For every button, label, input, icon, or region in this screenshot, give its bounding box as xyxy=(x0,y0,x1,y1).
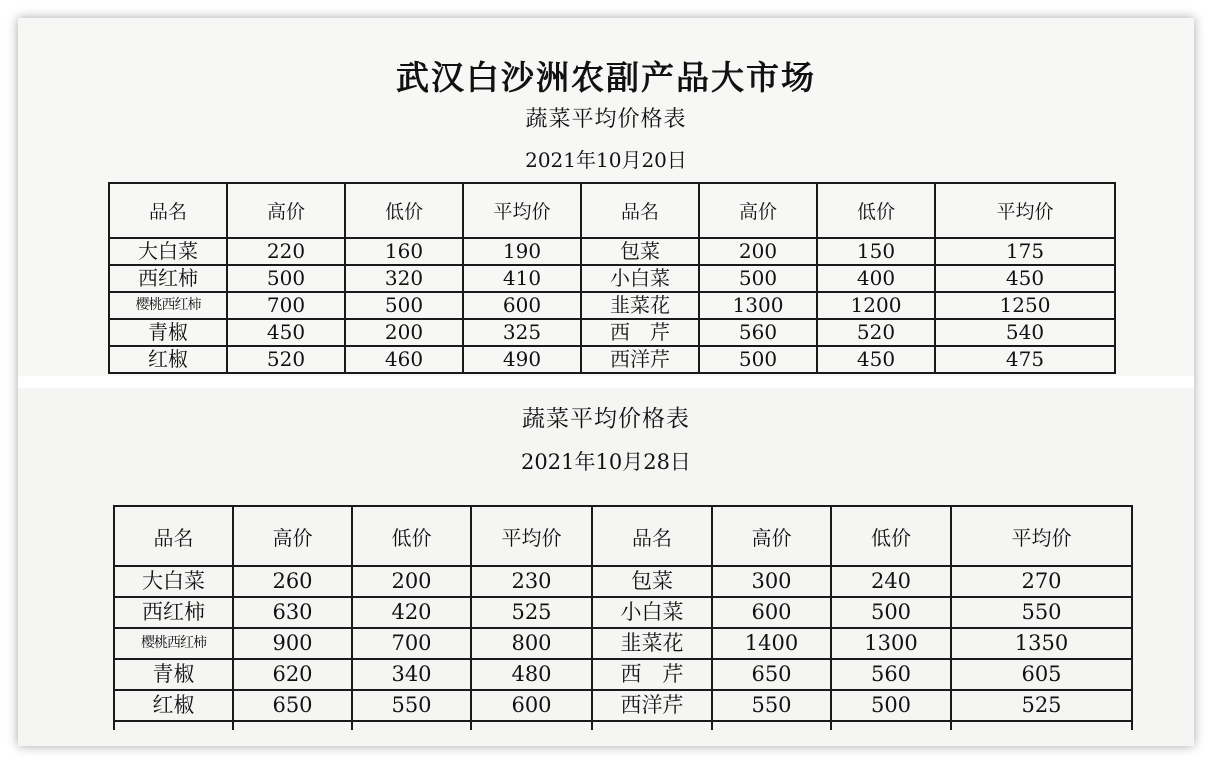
item-name-cell: 青椒 xyxy=(109,319,227,346)
price-cell: 450 xyxy=(817,346,935,373)
table-date: 2021年10月20日 xyxy=(525,148,687,172)
table-row xyxy=(109,238,1115,265)
item-name-cell: 樱桃西红柿 xyxy=(109,292,227,319)
price-cell: 200 xyxy=(699,238,817,265)
price-cell: 700 xyxy=(227,292,345,319)
price-cell: 630 xyxy=(233,597,352,628)
column-header: 高价 xyxy=(227,183,345,238)
price-cell: 320 xyxy=(345,265,463,292)
item-name-cell: 韭菜花 xyxy=(581,292,699,319)
cropped-cell xyxy=(831,721,951,730)
table-row xyxy=(114,566,1132,597)
price-cell: 650 xyxy=(233,690,352,721)
price-table xyxy=(108,182,1116,374)
price-cell: 800 xyxy=(471,628,592,659)
table-header-row xyxy=(114,506,1132,566)
price-cell: 200 xyxy=(352,566,471,597)
price-cell: 230 xyxy=(471,566,592,597)
price-cell: 500 xyxy=(699,265,817,292)
price-cell: 650 xyxy=(712,659,831,690)
column-header: 品名 xyxy=(114,506,233,566)
item-name-cell: 西红柿 xyxy=(114,597,233,628)
price-cell: 1250 xyxy=(935,292,1115,319)
price-cell: 475 xyxy=(935,346,1115,373)
price-table xyxy=(113,505,1133,730)
price-cell: 500 xyxy=(831,690,951,721)
column-header: 低价 xyxy=(345,183,463,238)
cropped-row xyxy=(114,721,1132,730)
column-header: 高价 xyxy=(712,506,831,566)
price-cell: 620 xyxy=(233,659,352,690)
cropped-cell xyxy=(233,721,352,730)
item-name-cell: 包菜 xyxy=(592,566,712,597)
table-row xyxy=(114,659,1132,690)
price-cell: 900 xyxy=(233,628,352,659)
column-header: 平均价 xyxy=(463,183,581,238)
price-cell: 460 xyxy=(345,346,463,373)
price-cell: 400 xyxy=(817,265,935,292)
column-header: 低价 xyxy=(831,506,951,566)
price-cell: 550 xyxy=(712,690,831,721)
price-cell: 420 xyxy=(352,597,471,628)
price-cell: 220 xyxy=(227,238,345,265)
cropped-cell xyxy=(951,721,1132,730)
item-name-cell: 西 芹 xyxy=(592,659,712,690)
price-cell: 560 xyxy=(831,659,951,690)
price-cell: 200 xyxy=(345,319,463,346)
price-cell: 340 xyxy=(352,659,471,690)
item-name-cell: 青椒 xyxy=(114,659,233,690)
price-cell: 160 xyxy=(345,238,463,265)
table-row xyxy=(109,292,1115,319)
cropped-cell xyxy=(471,721,592,730)
column-header: 平均价 xyxy=(935,183,1115,238)
item-name-cell: 西洋芹 xyxy=(581,346,699,373)
price-cell: 520 xyxy=(817,319,935,346)
column-header: 平均价 xyxy=(471,506,592,566)
price-cell: 500 xyxy=(831,597,951,628)
price-cell: 600 xyxy=(463,292,581,319)
table-title: 蔬菜平均价格表 xyxy=(522,406,690,432)
price-cell: 540 xyxy=(935,319,1115,346)
price-cell: 1400 xyxy=(712,628,831,659)
item-name-cell: 小白菜 xyxy=(592,597,712,628)
table-row xyxy=(109,319,1115,346)
market-title: 武汉白沙洲农副产品大市场 xyxy=(396,58,816,97)
item-name-cell: 西 芹 xyxy=(581,319,699,346)
price-cell: 490 xyxy=(463,346,581,373)
price-sheet-oct-20 xyxy=(18,18,1194,376)
item-name-cell: 包菜 xyxy=(581,238,699,265)
table-header-row xyxy=(109,183,1115,238)
price-cell: 550 xyxy=(951,597,1132,628)
price-cell: 600 xyxy=(712,597,831,628)
table-row xyxy=(114,597,1132,628)
price-cell: 325 xyxy=(463,319,581,346)
column-header: 低价 xyxy=(817,183,935,238)
item-name-cell: 西红柿 xyxy=(109,265,227,292)
price-cell: 175 xyxy=(935,238,1115,265)
item-name-cell: 大白菜 xyxy=(114,566,233,597)
column-header: 品名 xyxy=(109,183,227,238)
table-row xyxy=(114,628,1132,659)
item-name-cell: 西洋芹 xyxy=(592,690,712,721)
item-name-cell: 樱桃西红柿 xyxy=(114,628,233,659)
price-cell: 300 xyxy=(712,566,831,597)
price-cell: 1350 xyxy=(951,628,1132,659)
cropped-cell xyxy=(712,721,831,730)
cropped-cell xyxy=(114,721,233,730)
price-cell: 605 xyxy=(951,659,1132,690)
price-cell: 700 xyxy=(352,628,471,659)
column-header: 品名 xyxy=(592,506,712,566)
column-header: 高价 xyxy=(699,183,817,238)
price-cell: 500 xyxy=(227,265,345,292)
price-cell: 1300 xyxy=(699,292,817,319)
price-cell: 520 xyxy=(227,346,345,373)
price-cell: 450 xyxy=(227,319,345,346)
table-title: 蔬菜平均价格表 xyxy=(525,107,687,132)
price-cell: 525 xyxy=(951,690,1132,721)
column-header: 低价 xyxy=(352,506,471,566)
price-cell: 240 xyxy=(831,566,951,597)
price-cell: 500 xyxy=(345,292,463,319)
price-cell: 525 xyxy=(471,597,592,628)
price-cell: 1200 xyxy=(817,292,935,319)
item-name-cell: 小白菜 xyxy=(581,265,699,292)
price-cell: 270 xyxy=(951,566,1132,597)
price-cell: 190 xyxy=(463,238,581,265)
cropped-cell xyxy=(592,721,712,730)
price-cell: 410 xyxy=(463,265,581,292)
price-cell: 260 xyxy=(233,566,352,597)
price-cell: 600 xyxy=(471,690,592,721)
price-sheet-oct-28 xyxy=(18,388,1194,746)
item-name-cell: 韭菜花 xyxy=(592,628,712,659)
item-name-cell: 红椒 xyxy=(114,690,233,721)
cropped-cell xyxy=(352,721,471,730)
price-cell: 480 xyxy=(471,659,592,690)
table-date: 2021年10月28日 xyxy=(521,450,691,474)
column-header: 品名 xyxy=(581,183,699,238)
sheet-gap xyxy=(18,376,1194,388)
table-row xyxy=(109,346,1115,373)
table-row xyxy=(109,265,1115,292)
price-cell: 560 xyxy=(699,319,817,346)
price-cell: 450 xyxy=(935,265,1115,292)
column-header: 高价 xyxy=(233,506,352,566)
item-name-cell: 大白菜 xyxy=(109,238,227,265)
price-cell: 550 xyxy=(352,690,471,721)
column-header: 平均价 xyxy=(951,506,1132,566)
table-row xyxy=(114,690,1132,721)
photo-frame xyxy=(18,18,1194,746)
price-cell: 150 xyxy=(817,238,935,265)
price-cell: 500 xyxy=(699,346,817,373)
price-cell: 1300 xyxy=(831,628,951,659)
item-name-cell: 红椒 xyxy=(109,346,227,373)
